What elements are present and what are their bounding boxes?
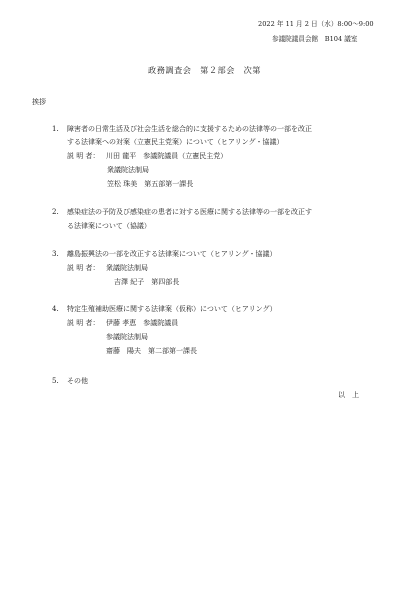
greeting: 挨拶	[32, 98, 46, 106]
item-5-line-1: その他	[67, 377, 88, 385]
item-3-explainer-2: 吉澤 紀子 第四部長	[114, 278, 180, 286]
item-2-number: 2.	[52, 208, 59, 216]
item-4-number: 4.	[52, 305, 59, 313]
page-title: 政務調査会 第２部会 次第	[148, 65, 261, 75]
item-1-number: 1.	[52, 125, 59, 133]
item-2-line-1: 感染症法の予防及び感染症の患者に対する医療に関する法律等の一部を改正す	[67, 208, 312, 216]
item-4-explainer-3: 齋藤 陽夫 第二部第一課長	[106, 347, 197, 355]
item-3-number: 3.	[52, 250, 59, 258]
item-1-line-1: 障害者の日常生活及び社会生活を総合的に支援するための法律等の一部を改正	[67, 125, 312, 133]
meeting-datetime: 2022 年 11 月 2 日（水）8:00～9:00	[258, 20, 374, 28]
item-1-line-2: する法律案への対案（立憲民主党案）について（ヒアリング・協議）	[67, 138, 284, 146]
item-1-explainer-label: 説 明 者：	[67, 152, 100, 160]
item-3-explainer-1: 衆議院法制局	[106, 264, 148, 272]
closing-mark: 以 上	[338, 391, 359, 399]
item-5-number: 5.	[52, 377, 59, 385]
item-2-line-2: る法律案について（協議）	[67, 222, 151, 230]
item-3-explainer-label: 説 明 者：	[67, 264, 100, 272]
item-4-explainer-1: 伊藤 孝恵 参議院議員	[106, 319, 179, 327]
item-4-line-1: 特定生殖補助医療に関する法律案（仮称）について（ヒアリング）	[67, 305, 277, 313]
item-4-explainer-label: 説 明 者：	[67, 319, 100, 327]
item-1-explainer-2: 衆議院法制局	[107, 166, 149, 174]
item-4-explainer-2: 参議院法制局	[106, 333, 148, 341]
meeting-place: 参議院議員会館 B104 議室	[272, 35, 358, 43]
item-1-explainer-1: 川田 龍平 参議院議員（立憲民主党）	[106, 152, 228, 160]
item-1-explainer-3: 笠松 珠美 第五部第一課長	[107, 180, 194, 188]
item-3-line-1: 離島振興法の一部を改正する法律案について（ヒアリング・協議）	[67, 250, 277, 258]
